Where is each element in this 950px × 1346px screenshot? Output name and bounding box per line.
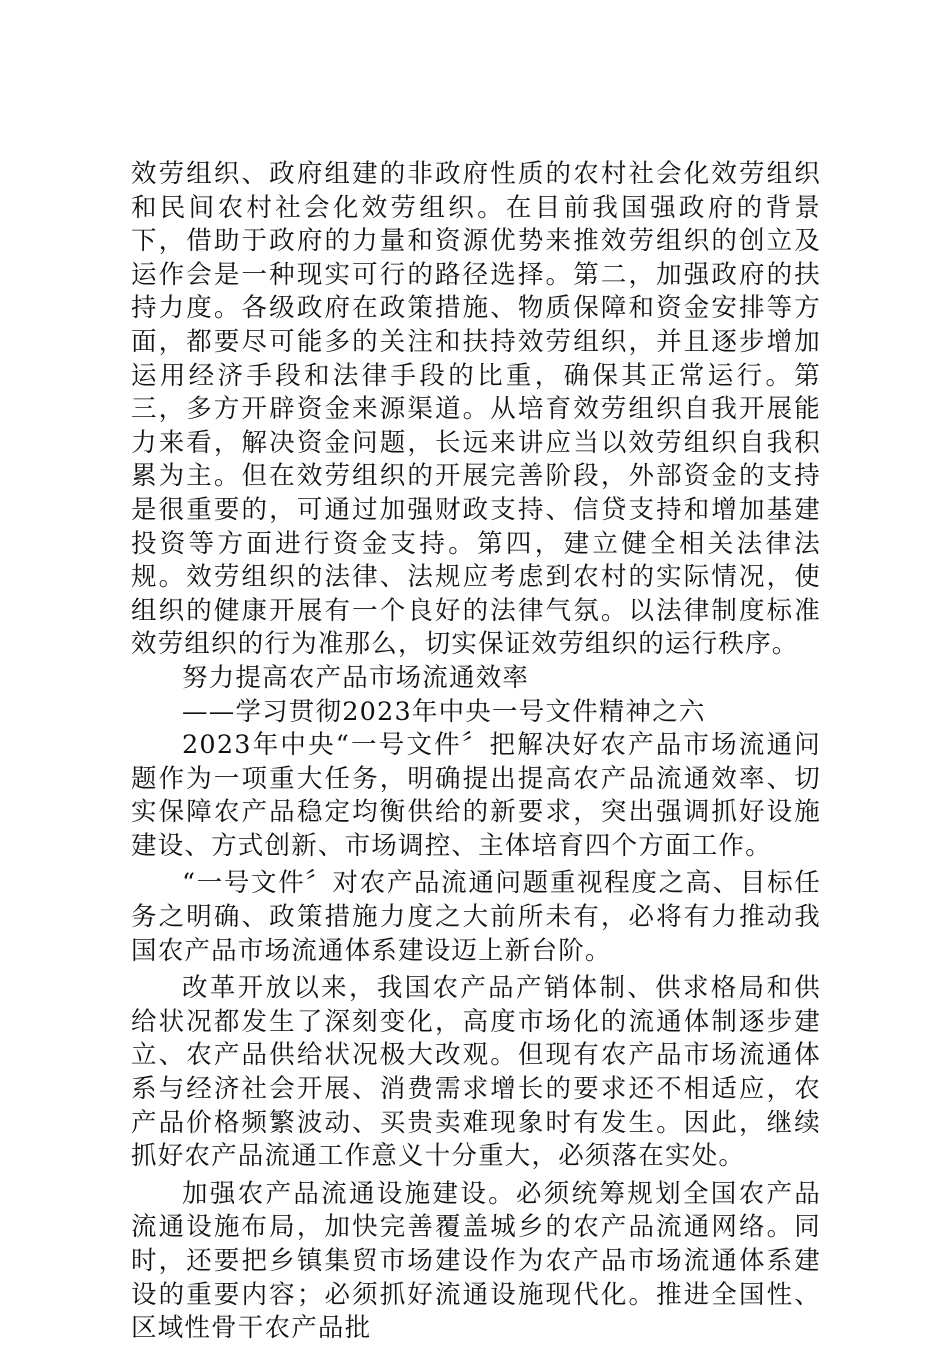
paragraph-3: 改革开放以来，我国农产品产销体制、供求格局和供给状况都发生了深刻变化，高度市场化的流通体制逐步建立、农产品供给状况极大改观。但现有农产品市场流通体系与经济社会开展、消费需求增长的要求还不相适应，农产品价格频繁波动、买贵卖难现象时有发生。因此，继续抓好农产品流通工作意义十分重大，必须落在实处。 <box>131 973 821 1172</box>
article-title: 努力提高农产品市场流通效率 <box>182 662 530 693</box>
paragraph-4: 加强农产品流通设施建设。必须统筹规划全国农产品流通设施布局，加快完善覆盖城乡的农产品流通网络。同时，还要把乡镇集贸市场建设作为农产品市场流通体系建设的重要内容；必须抓好流通设施现代化。推进全国性、区域性骨干农产品批 <box>131 1178 821 1344</box>
paragraph-continued: 效劳组织、政府组建的非政府性质的农村社会化效劳组织和民间农村社会化效劳组织。在目前我国强政府的背景下，借助于政府的力量和资源优势来推效劳组织的创立及运作会是一种现实可行的路径选择。第二，加强政府的扶持力度。各级政府在政策措施、物质保障和资金安排等方面，都要尽可能多的关注和扶持效劳组织，并且逐步增加运用经济手段和法律手段的比重，确保其正常运行。第三，多方开辟资金来源渠道。从培育效劳组织自我开展能力来看，解决资金问题，长远来讲应当以效劳组织自我积累为主。但在效劳组织的开展完善阶段，外部资金的支持是很重要的，可通过加强财政支持、信贷支持和增加基建投资等方面进行资金支持。第四，建立健全相关法律法规。效劳组织的法律、法规应考虑到农村的实际情况，使组织的健康开展有一个良好的法律气氛。以法律制度标准效劳组织的行为准那么，切实保证效劳组织的运行秩序。 <box>131 159 821 660</box>
document-page <box>131 158 821 1346</box>
paragraph-2: “一号文件〞对农产品流通问题重视程度之高、目标任务之明确、政策措施力度之大前所未有，必将有力推动我国农产品市场流通体系建设迈上新台阶。 <box>131 868 821 966</box>
article-subtitle: ——学习贯彻2023年中央一号文件精神之六 <box>182 696 706 727</box>
paragraph-1: 2023年中央“一号文件〞把解决好农产品市场流通问题作为一项重大任务，明确提出提高农产品流通效率、切实保障农产品稳定均衡供给的新要求，突出强调抓好设施建设、方式创新、市场调控、主体培育四个方面工作。 <box>131 730 821 861</box>
